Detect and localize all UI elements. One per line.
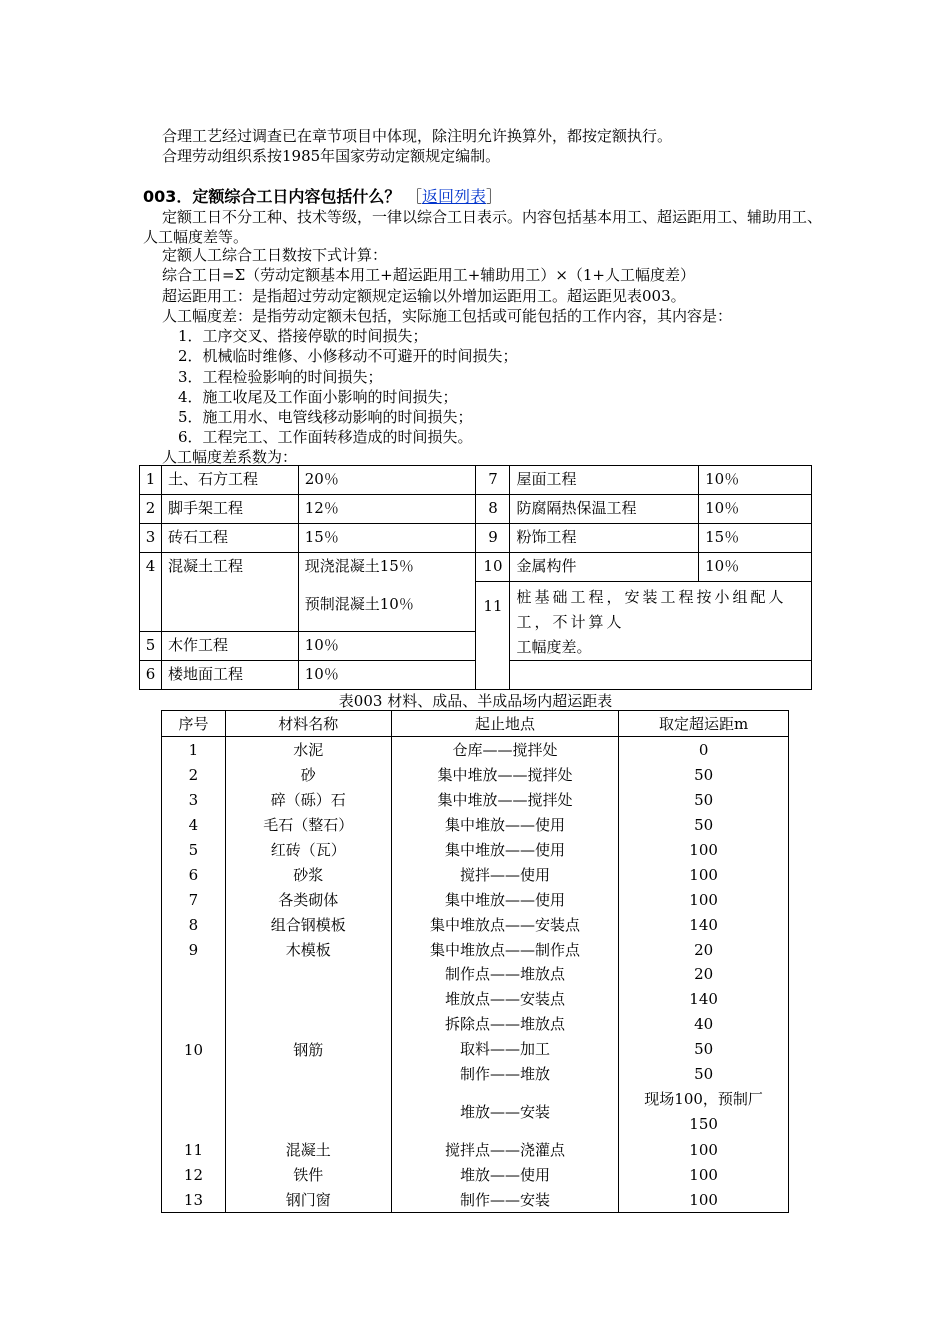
work-item: 楼地面工程 — [161, 661, 298, 690]
back-to-list-link[interactable]: 返回列表 — [422, 187, 487, 206]
table-row — [162, 862, 789, 887]
column-header: 序号 — [162, 711, 226, 737]
route-line: 制作点——堆放点 — [444, 965, 565, 983]
route: 集中堆放点——制作点 — [391, 937, 619, 962]
distance-line: 现场100，预制厂 — [644, 1090, 763, 1108]
distance: 50 — [619, 787, 789, 812]
material-name: 组合钢模板 — [225, 912, 391, 937]
row-number: 5 — [140, 632, 162, 661]
material-name: 钢筋 — [225, 962, 391, 1137]
material-name: 碎（砾）石 — [225, 787, 391, 812]
row-number: 8 — [476, 495, 510, 524]
distance-line: 150 — [689, 1115, 718, 1133]
distance-line: 50 — [694, 1065, 714, 1083]
coefficient: 15％ — [699, 524, 812, 553]
distance-line: 140 — [689, 990, 718, 1008]
table-row — [140, 661, 812, 690]
paragraph-1: 定额工日不分工种、技术等级，一律以综合工日表示。内容包括基本用工、超运距用工、辅助用工、人工幅度差等。 — [143, 208, 823, 246]
work-item: 金属构件 — [510, 553, 699, 582]
route: 搅拌点——浇灌点 — [391, 1137, 619, 1162]
route-line: 堆放点——安装点 — [444, 990, 565, 1008]
coefficient: 10％ — [298, 661, 476, 690]
row-number: 6 — [162, 862, 226, 887]
route: 搅拌——使用 — [391, 862, 619, 887]
list-item: 6．工程完工、工作面转移造成的时间损失。 — [178, 428, 473, 446]
work-item: 木作工程 — [161, 632, 298, 661]
list-item: 4．施工收尾及工作面小影响的时间损失； — [178, 388, 458, 406]
row-number: 2 — [140, 495, 162, 524]
work-item: 脚手架工程 — [161, 495, 298, 524]
list-item: 5．施工用水、电管线移动影响的时间损失； — [178, 408, 473, 426]
row-number: 4 — [162, 812, 226, 837]
table-row — [162, 962, 789, 1137]
route: 集中堆放——使用 — [391, 887, 619, 912]
row-number: 1 — [162, 737, 226, 763]
row-number: 5 — [162, 837, 226, 862]
material-name: 砂 — [225, 762, 391, 787]
column-header: 材料名称 — [225, 711, 391, 737]
work-item: 土、石方工程 — [161, 466, 298, 495]
note-line: 工幅度差。 — [516, 638, 592, 656]
row-number: 9 — [162, 937, 226, 962]
column-header: 取定超运距m — [619, 711, 789, 737]
material-name: 木模板 — [225, 937, 391, 962]
route: 集中堆放点——安装点 — [391, 912, 619, 937]
coefficient-precast: 预制混凝土10％ — [304, 595, 414, 613]
distance-line: 40 — [694, 1015, 714, 1033]
material-name: 水泥 — [225, 737, 391, 763]
route — [391, 962, 619, 1137]
coefficient: 20％ — [298, 466, 476, 495]
table-row — [162, 1137, 789, 1162]
back-link-wrapper — [406, 187, 502, 206]
material-name: 各类砌体 — [225, 887, 391, 912]
row-number: 4 — [140, 553, 162, 632]
route: 集中堆放——搅拌处 — [391, 787, 619, 812]
material-name: 红砖（瓦） — [225, 837, 391, 862]
row-number: 1 — [140, 466, 162, 495]
distance-line: 20 — [694, 965, 714, 983]
distance: 100 — [619, 837, 789, 862]
coefficient: 12％ — [298, 495, 476, 524]
route-line: 堆放——安装 — [459, 1103, 550, 1121]
row-number: 11 — [476, 582, 510, 690]
table-header-row — [162, 711, 789, 737]
route-line: 拆除点——堆放点 — [444, 1015, 565, 1033]
route: 仓库——搅拌处 — [391, 737, 619, 763]
table-caption: 表003 材料、成品、半成品场内超运距表 — [338, 692, 613, 710]
row-number: 12 — [162, 1162, 226, 1187]
material-name: 混凝土 — [225, 1137, 391, 1162]
coefficient-table — [139, 465, 812, 690]
distance: 100 — [619, 862, 789, 887]
intro-line-2: 合理劳动组织系按1985年国家劳动定额规定编制。 — [162, 147, 501, 165]
coefficient: 10％ — [699, 466, 812, 495]
row-number: 6 — [140, 661, 162, 690]
section-title: 003．定额综合工日内容包括什么？ — [143, 187, 401, 206]
work-item: 粉饰工程 — [510, 524, 699, 553]
material-name: 毛石（整石） — [225, 812, 391, 837]
row-number: 3 — [140, 524, 162, 553]
material-name: 砂浆 — [225, 862, 391, 887]
row-number: 9 — [476, 524, 510, 553]
coefficient — [298, 553, 476, 632]
coefficient: 10％ — [298, 632, 476, 661]
coefficient: 15％ — [298, 524, 476, 553]
table-row — [162, 787, 789, 812]
row-number: 11 — [162, 1137, 226, 1162]
table-row — [162, 837, 789, 862]
table-row — [162, 1187, 789, 1213]
list-item: 1．工序交叉、搭接停歇的时间损失； — [178, 327, 428, 345]
coefficient-cast: 现浇混凝土15％ — [304, 557, 414, 575]
distance-line: 50 — [694, 1040, 714, 1058]
column-header: 起止地点 — [391, 711, 619, 737]
section-heading — [143, 184, 502, 207]
row-number: 8 — [162, 912, 226, 937]
list-item: 2．机械临时维修、小修移动不可避开的时间损失； — [178, 347, 518, 365]
table-row — [140, 524, 812, 553]
route: 集中堆放——使用 — [391, 837, 619, 862]
work-item: 屋面工程 — [510, 466, 699, 495]
row-number: 3 — [162, 787, 226, 812]
table-row — [162, 737, 789, 763]
work-item-note — [510, 582, 812, 661]
distance-table — [161, 710, 789, 1213]
route: 集中堆放——使用 — [391, 812, 619, 837]
distance: 100 — [619, 1187, 789, 1213]
work-item: 混凝土工程 — [161, 553, 298, 632]
table-row — [162, 762, 789, 787]
route: 集中堆放——搅拌处 — [391, 762, 619, 787]
distance: 100 — [619, 1162, 789, 1187]
table-row — [162, 912, 789, 937]
route-line: 取料——加工 — [459, 1040, 550, 1058]
distance: 20 — [619, 937, 789, 962]
note-line: 桩基础工程，安装工程按小组配人工，不计算人 — [516, 588, 787, 631]
row-number: 13 — [162, 1187, 226, 1213]
work-item: 防腐隔热保温工程 — [510, 495, 699, 524]
table-row — [162, 1162, 789, 1187]
row-number: 10 — [476, 553, 510, 582]
coefficient: 10％ — [699, 495, 812, 524]
table-row — [162, 937, 789, 962]
table-row — [140, 495, 812, 524]
bracket-close: ］ — [486, 187, 503, 206]
row-number: 2 — [162, 762, 226, 787]
empty-cell — [510, 661, 812, 690]
distance: 50 — [619, 762, 789, 787]
row-number: 7 — [162, 887, 226, 912]
distance — [619, 962, 789, 1137]
intro-line-1: 合理工艺经过调查已在章节项目中体现，除注明允许换算外，都按定额执行。 — [162, 127, 673, 145]
route: 堆放——使用 — [391, 1162, 619, 1187]
distance: 100 — [619, 887, 789, 912]
distance: 0 — [619, 737, 789, 763]
row-number: 7 — [476, 466, 510, 495]
route: 制作——安装 — [391, 1187, 619, 1213]
paragraph-4: 人工幅度差：是指劳动定额未包括，实际施工包括或可能包括的工作内容，其内容是： — [162, 307, 733, 325]
table-row — [162, 887, 789, 912]
distance: 140 — [619, 912, 789, 937]
paragraph-2: 定额人工综合工日数按下式计算： — [162, 246, 388, 264]
list-item: 3．工程检验影响的时间损失； — [178, 368, 383, 386]
paragraph-5: 人工幅度差系数为： — [162, 448, 298, 466]
table-row — [140, 553, 812, 582]
material-name: 钢门窗 — [225, 1187, 391, 1213]
table-row — [140, 466, 812, 495]
distance: 50 — [619, 812, 789, 837]
material-name: 铁件 — [225, 1162, 391, 1187]
table-row — [162, 812, 789, 837]
route-line: 制作——堆放 — [459, 1065, 550, 1083]
distance: 100 — [619, 1137, 789, 1162]
row-number: 10 — [162, 962, 226, 1137]
formula: 综合工日=Σ（劳动定额基本用工+超运距用工+辅助用工）×（1+人工幅度差） — [162, 266, 695, 284]
coefficient: 10％ — [699, 553, 812, 582]
bracket-open: ［ — [405, 187, 422, 206]
work-item: 砖石工程 — [161, 524, 298, 553]
paragraph-3: 超运距用工：是指超过劳动定额规定运输以外增加运距用工。超运距见表003。 — [162, 287, 686, 305]
